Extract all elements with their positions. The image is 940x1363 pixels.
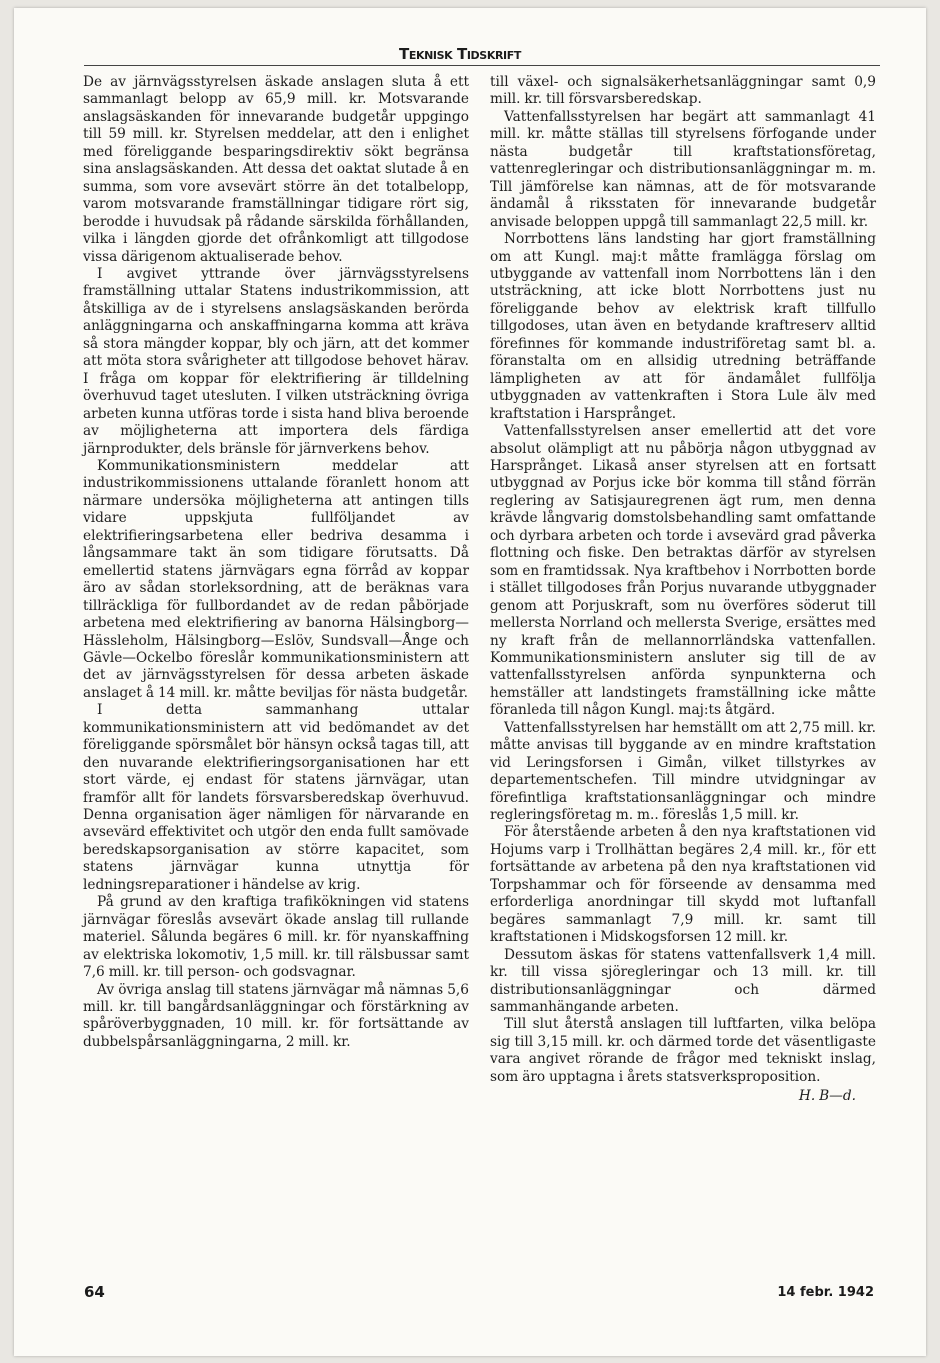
paragraph: I avgivet yttrande över järnvägsstyrelsens framställning uttalar Statens industrikommission, att åtskilliga av de i styrelsens anslagsäskanden berörda anläggningarna och anskaffningarna komma att kräva så stora mängder koppar, bly och järn, att det kommer att möta stora svårigheter att tillgodose behovet härav. I fråga om koppar för elektrifiering är tilldelning överhuvud taget utesluten. I vilken utsträckning övriga arbeten kunna utföras torde i sista hand bliva beroende av möjligheterna att importera dels färdiga järnprodukter, dels bränsle för järnverkens behov. — [83, 265, 469, 457]
paragraph: På grund av den kraftiga trafikökningen vid statens järnvägar föreslås avsevärt ökade anslag till rullande materiel. Sålunda begäres 6 mill. kr. för nyanskaffning av elektriska lokomotiv, 1,5 mill. kr. till rälsbussar samt 7,6 mill. kr. till person- och godsvagnar. — [83, 894, 469, 981]
journal-header: Teknisk Tidskrift — [399, 45, 521, 63]
paragraph: För återstående arbeten å den nya kraftstationen vid Hojums varp i Trollhättan begäres 2,4 mill. kr., för ett fortsättande av arbetena på den nya kraftstationen vid Torpshammar och för förseende av densamma med erforderliga anordningar till skydd mot luftanfall begäres sammanlagt 7,9 mill. kr. samt till kraftstationen i Midskogsforsen 12 mill. kr. — [490, 824, 876, 946]
paragraph: Kommunikationsministern meddelar att industrikommissionens uttalande föranlett honom att närmare undersöka möjligheterna att antingen tills vidare uppskjuta fullföljandet av elektrifieringsarbetena eller bedriva desamma i långsammare takt än som tidigare förutsatts. Då emellertid statens järnvägars egna förråd av koppar äro av sådan storleksordning, att de beräknas vara tillräckliga för fullbordandet av de redan påbörjade arbetena med elektrifiering av banorna Hälsingborg—Hässleholm, Hälsingborg—Eslöv, Sundsvall—Ånge och Gävle—Ockelbo föreslår kommunikationsministern att det av järnvägsstyrelsen för dessa arbeten äskade anslaget å 14 mill. kr. måtte beviljas för nästa budgetår. — [83, 457, 469, 701]
right-column — [490, 74, 876, 1106]
paragraph: Till slut återstå anslagen till luftfarten, vilka belöpa sig till 3,15 mill. kr. och därmed torde det väsentligaste vara angivet rörande de frågor med tekniskt inslag, som äro upptagna i årets statsverksproposition. — [490, 1016, 876, 1085]
paragraph: Dessutom äskas för statens vattenfallsverk 1,4 mill. kr. till vissa sjöregleringar och 13 mill. kr. till distributionsanläggningar och därmed sammanhängande arbeten. — [490, 946, 876, 1016]
author-signature: H. B—d. — [798, 1088, 856, 1105]
paragraph: till växel- och signalsäkerhetsanläggningar samt 0,9 mill. kr. till försvarsberedskap. — [490, 74, 876, 108]
paragraph: I detta sammanhang uttalar kommunikationsministern att vid bedömandet av det föreliggande spörsmålet bör hänsyn också tagas till, att den nuvarande elektrifieringsorganisationen har ett stort värde, ej endast för statens järnvägar, utan framför allt för landets försvarsberedskap överhuvud. Denna organisation äger nämligen för närvarande en avsevärd effektivitet och utgör den enda fullt samövade beredskapsorganisation av större kapacitet, som statens järnvägar kunna utnyttja för ledningsreparationer i händelse av krig. — [83, 702, 469, 893]
page-number: 64 — [84, 1283, 105, 1301]
paragraph: Av övriga anslag till statens järnvägar må nämnas 5,6 mill. kr. till bangårdsanläggningar och förstärkning av spåröverbyggnaden, 10 mill. kr. för fortsättande av dubbelspårsanläggningarna, 2 mill. kr. — [83, 981, 469, 1050]
paragraph: De av järnvägsstyrelsen äskade anslagen sluta å ett sammanlagt belopp av 65,9 mill. kr. Motsvarande anslagsäskanden för innevarande budgetår uppgingo till 59 mill. kr. Styrelsen meddelar, att den i enlighet med föreliggande besparingsdirektiv sökt begränsa sina anslagsäskanden. Att dessa det oaktat slutade å en summa, som vore avsevärt större än det totalbelopp, varom motsvarande framställningar tidigare rört sig, berodde i huvudsak på rådande särskilda förhållanden, vilka i längden gjorde det ofrånkomligt att tillgodose vissa därigenom aktualiserade behov. — [83, 74, 469, 265]
paragraph: Vattenfallsstyrelsen har begärt att sammanlagt 41 mill. kr. måtte ställas till styrelsens förfogande under nästa budgetår till kraftstationsföretag, vattenregleringar och distributionsanläggningar m. m. Till jämförelse kan nämnas, att de för motsvarande ändamål å riksstaten för innevarande budgetår anvisade beloppen uppgå till sammanlagt 22,5 mill. kr. — [490, 108, 876, 230]
paragraph: Norrbottens läns landsting har gjort framställning om att Kungl. maj:t måtte framlägga förslag om utbyggande av vattenfall inom Norrbottens län i den utsträckning, att icke blott Norrbottens just nu föreliggande behov av elektrisk kraft tillfullo tillgodoses, utan även en betydande kraftreserv alltid förefinnes för kommande industriföretag samt bl. a. föranstalta om en allsidig utredning beträffande lämpligheten av att för ändamålet fullfölja utbyggnaden av vattenkraften i Stora Lule älv med kraftstation i Harsprånget. — [490, 231, 876, 422]
left-column — [83, 74, 469, 1051]
paragraph: Vattenfallsstyrelsen anser emellertid att det vore absolut olämpligt att nu påbörja någon utbyggnad av Harsprånget. Likaså anser styrelsen att en fortsatt utbyggnad av Porjus icke bör komma till stånd förrän reglering av Satisjauregrenen ägt rum, men denna krävde långvarig domstolsbehandling samt omfattande och dyrbara arbeten och torde i avsevärd grad påverka flottning och fiske. Den betraktas därför av styrelsen som en framtidssak. Nya kraftbehov i Norrbotten borde i stället tillgodoses från Porjus nuvarande utbyggnader genom att Porjuskraft, som nu överföres söderut till mellersta Norrland och mellersta Sverige, ersättes med ny kraft från de mellannorrländska vattenfallen. Kommunikationsministern ansluter sig till de av vattenfallsstyrelsen anförda synpunkterna och hemställer att landstingets framställning icke måtte föranleda till någon Kungl. maj:ts åtgärd. — [490, 423, 876, 719]
header-rule — [84, 65, 880, 66]
right-column-paragraphs — [490, 74, 876, 1086]
document-page — [14, 8, 926, 1356]
paragraph: Vattenfallsstyrelsen har hemställt om att 2,75 mill. kr. måtte anvisas till byggande av en mindre kraftstation vid Leringsforsen i Gimån, vilket tillstyrkes av departementschefen. Till mindre utvidgningar av förefintliga kraftstationsanläggningar och mindre regleringsföretag m. m.. föreslås 1,5 mill. kr. — [490, 719, 876, 824]
issue-date: 14 febr. 1942 — [777, 1285, 874, 1300]
